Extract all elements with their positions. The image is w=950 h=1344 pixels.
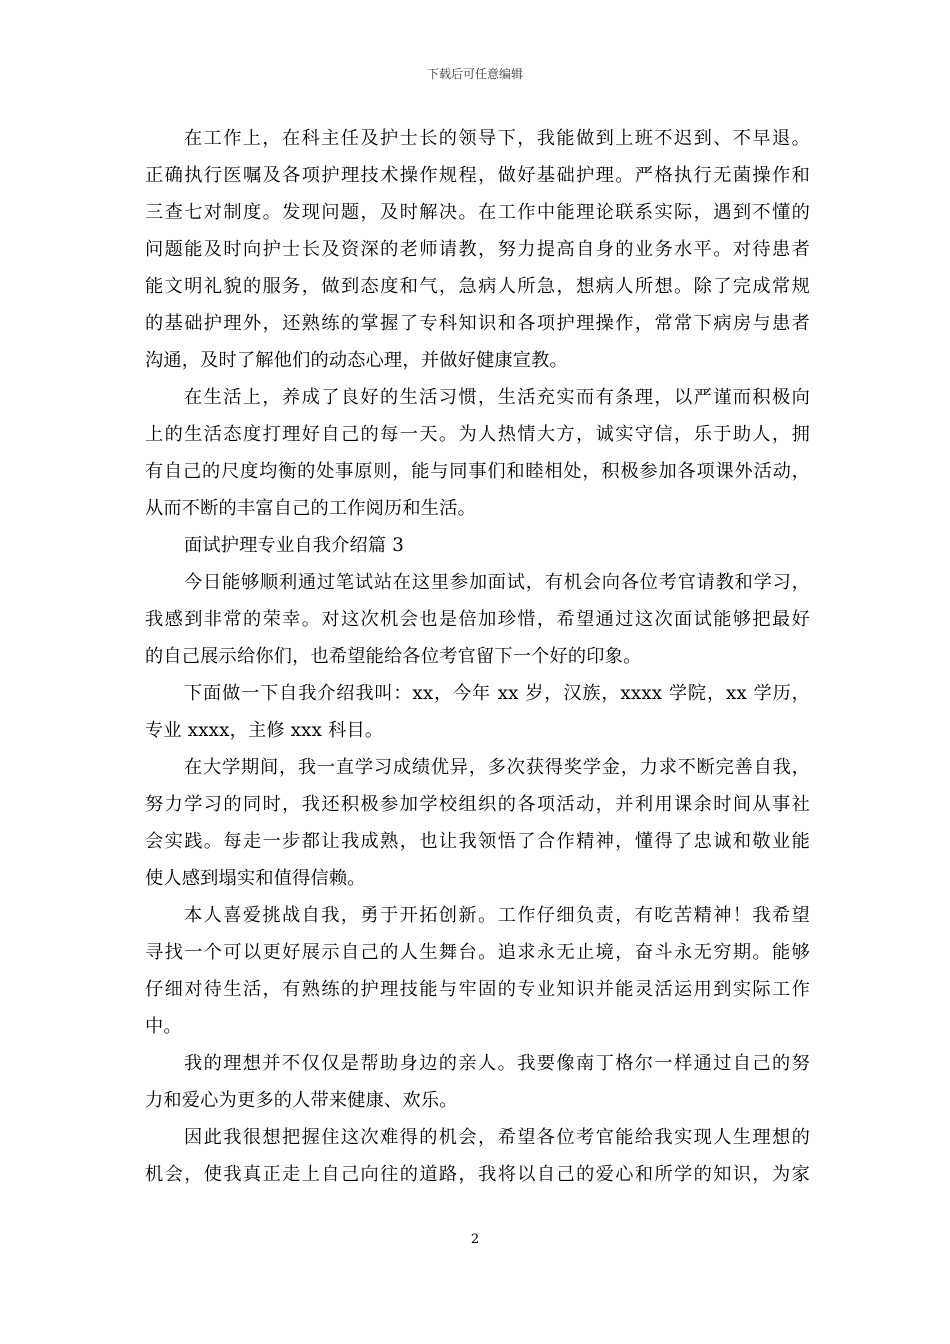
text-line: 三查七对制度。发现问题，及时解决。在工作中能理论联系实际，遇到不懂的 [145,202,810,223]
document-body [145,120,810,1193]
text-line: 今日能够顺利通过笔试站在这里参加面试，有机会向各位考官请教和学习， [184,572,810,593]
page-number: 2 [470,1232,480,1247]
text-line: 的基础护理外，还熟练的掌握了专科知识和各项护理操作，常常下病房与患者 [145,313,810,334]
text-line: 使人感到塌实和值得信赖。 [145,868,366,889]
text-line: 面试护理专业自我介绍篇 3 [184,535,405,556]
text-line: 机会，使我真正走上自己向往的道路，我将以自己的爱心和所学的知识，为家 [145,1164,810,1185]
text-line: 问题能及时向护士长及资深的老师请教，努力提高自身的业务水平。对待患者 [145,239,810,260]
text-line: 能文明礼貌的服务，做到态度和气，急病人所急，想病人所想。除了完成常规 [145,276,810,297]
text-line: 从而不断的丰富自己的工作阅历和生活。 [145,498,476,519]
text-line: 力和爱心为更多的人带来健康、欢乐。 [145,1090,458,1111]
text-line: 下面做一下自我介绍我叫：xx，今年 xx 岁，汉族，xxxx 学院，xx 学历， [184,683,810,704]
text-line: 会实践。每走一步都让我成熟，也让我领悟了合作精神，懂得了忠诚和敬业能 [145,831,810,852]
text-line: 因此我很想把握住这次难得的机会，希望各位考官能给我实现人生理想的 [184,1127,810,1148]
text-line: 专业 xxxx，主修 xxx 科目。 [145,720,384,741]
text-line: 沟通，及时了解他们的动态心理，并做好健康宣教。 [145,350,568,371]
text-line: 仔细对待生活，有熟练的护理技能与牢固的专业知识并能灵活运用到实际工作 [145,979,810,1000]
text-line: 本人喜爱挑战自我，勇于开拓创新。工作仔细负责，有吃苦精神！我希望 [184,905,810,926]
text-line: 中。 [145,1016,182,1037]
text-line: 努力学习的同时，我还积极参加学校组织的各项活动，并利用课余时间从事社 [145,794,810,815]
text-line: 我的理想并不仅仅是帮助身边的亲人。我要像南丁格尔一样通过自己的努 [184,1053,810,1074]
text-line: 有自己的尺度均衡的处事原则，能与同事们和睦相处，积极参加各项课外活动， [145,461,810,482]
text-line: 在工作上，在科主任及护士长的领导下，我能做到上班不迟到、不早退。 [184,128,810,149]
text-line: 上的生活态度打理好自己的每一天。为人热情大方，诚实守信，乐于助人，拥 [145,424,810,445]
text-line: 寻找一个可以更好展示自己的人生舞台。追求永无止境，奋斗永无穷期。能够 [145,942,810,963]
text-line: 正确执行医嘱及各项护理技术操作规程，做好基础护理。严格执行无菌操作和 [145,165,810,186]
text-line: 的自己展示给你们，也希望能给各位考官留下一个好的印象。 [145,646,642,667]
text-line: 在大学期间，我一直学习成绩优异，多次获得奖学金，力求不断完善自我， [184,757,810,778]
text-line: 我感到非常的荣幸。对这次机会也是倍加珍惜，希望通过这次面试能够把最好 [145,609,810,630]
text-line: 在生活上，养成了良好的生活习惯，生活充实而有条理，以严谨而积极向 [184,387,810,408]
page-header: 下载后可任意编辑 [426,67,523,81]
